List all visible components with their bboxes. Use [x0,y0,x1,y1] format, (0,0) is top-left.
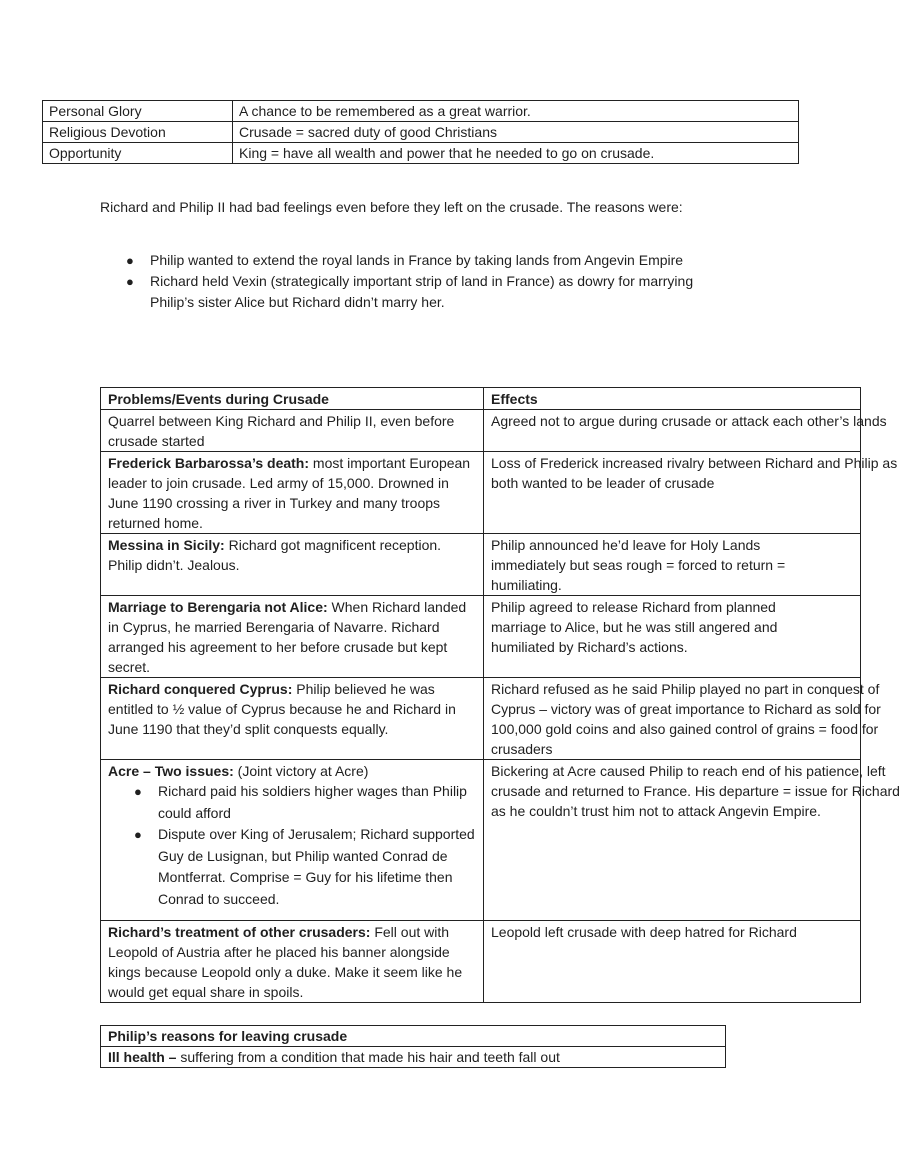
problem-cell [101,410,484,452]
problem-title: Richard conquered Cyprus: [108,681,293,697]
problem-text: Philip believed he was entitled to ½ value of Cyprus because he and Richard in June 1190 that they’d split conquests equally. [108,681,456,737]
leaving-text: suffering from a condition that made his hair and teeth fall out [176,1049,560,1065]
intro-paragraph: Richard and Philip II had bad feelings even before they left on the crusade. The reasons were: [100,199,683,215]
reason-text: Philip wanted to extend the royal lands in France by taking lands from Angevin Empire [150,252,684,268]
effect-text: Philip agreed to release Richard from planned marriage to Alice, but he was still angered and humiliated by Richard’s actions. [491,599,778,655]
problem-cell [101,452,484,534]
table-row [43,101,799,122]
problem-text: most important European leader to join crusade. Led army of 15,000. Drowned in June 1190 crossing a river in Turkey and many troops returned home. [108,455,471,531]
effect-cell [484,410,887,452]
leaving-reasons-table [100,1025,726,1068]
motives-table [42,100,799,164]
problem-title: Messina in Sicily: [108,537,225,553]
list-item [100,250,720,271]
effect-text: Richard refused as he said Philip played no part in conquest of Cyprus – victory was of great importance to Richard as sold for 100,000 gold coins and also gained control of grains = food for crusaders [491,681,881,757]
motive-label: Religious Devotion [43,122,233,143]
effect-text: Agreed not to argue during crusade or attack each other’s lands [491,413,887,429]
issue-text: Richard paid his soldiers higher wages than Philip could afford [158,783,467,821]
problem-text: Fell out with Leopold of Austria after he placed his banner alongside kings because Leopold only a duke. Make it seem like he would get equal share in spoils. [108,924,463,1000]
problem-text: Quarrel between King Richard and Philip II, even before crusade started [108,413,455,449]
header-problem: Problems/Events during Crusade [101,388,484,410]
problem-cell [101,760,484,921]
leaving-header: Philip’s reasons for leaving crusade [101,1026,726,1047]
bullet-icon: ● [126,274,134,289]
motive-desc: Crusade = sacred duty of good Christians [233,122,799,143]
effect-text: Philip announced he’d leave for Holy Lands immediately but seas rough = forced to return = humiliating. [491,537,786,593]
problem-cell [101,534,484,596]
problem-title: Frederick Barbarossa’s death: [108,455,310,471]
problem-text: Richard got magnificent reception. Philip didn’t. Jealous. [108,537,442,573]
list-item [108,781,477,824]
table-header-row [101,1026,726,1047]
problem-text: When Richard landed in Cyprus, he married Berengaria of Navarre. Richard arranged his agreement to her before crusade but kept secret. [108,599,467,675]
effect-cell [484,452,898,534]
table-row [101,921,861,1003]
acre-issues-list [108,781,477,910]
effect-text: Leopold left crusade with deep hatred for Richard [491,924,797,940]
problem-cell [101,678,484,760]
table-row [101,1047,726,1068]
table-row [43,143,799,164]
table-row [101,596,861,678]
effect-cell [484,596,861,678]
bullet-icon: ● [126,253,134,268]
effect-cell [484,921,861,1003]
table-row [101,452,861,534]
problem-title: Marriage to Berengaria not Alice: [108,599,328,615]
problem-cell [101,921,484,1003]
problem-title: Richard’s treatment of other crusaders: [108,924,371,940]
table-row [101,410,861,452]
reasons-list [100,250,720,313]
header-effect: Effects [484,388,861,410]
effect-cell [484,760,900,921]
leaving-row [101,1047,726,1068]
leaving-title: Ill health – [108,1049,177,1065]
motive-label: Opportunity [43,143,233,164]
problem-cell [101,596,484,678]
effect-cell [484,678,881,760]
effect-text: Bickering at Acre caused Philip to reach end of his patience, left crusade and returned to France. His departure = issue for Richard as he couldn’t trust him not to attack Angevin Empire. [491,763,900,819]
events-table [100,387,900,1003]
problem-text: (Joint victory at Acre) [233,763,369,779]
table-row [101,534,861,596]
effect-text: Loss of Frederick increased rivalry between Richard and Philip as both wanted to be leader of crusade [491,455,898,491]
table-row [101,678,861,760]
list-item [108,824,477,910]
motive-desc: A chance to be remembered as a great warrior. [233,101,799,122]
problem-title: Acre – Two issues: [108,763,234,779]
bullet-icon: ● [134,827,142,842]
reason-text: Richard held Vexin (strategically important strip of land in France) as dowry for marrying Philip’s sister Alice but Richard didn’t marry her. [150,273,694,310]
table-header-row [101,388,861,410]
list-item [100,271,720,313]
motive-desc: King = have all wealth and power that he needed to go on crusade. [233,143,799,164]
motive-label: Personal Glory [43,101,233,122]
table-row [101,760,861,921]
issue-text: Dispute over King of Jerusalem; Richard supported Guy de Lusignan, but Philip wanted Conrad de Montferrat. Comprise = Guy for his lifetime then Conrad to succeed. [158,826,475,907]
effect-cell [484,534,861,596]
bullet-icon: ● [134,784,142,799]
table-row [43,122,799,143]
